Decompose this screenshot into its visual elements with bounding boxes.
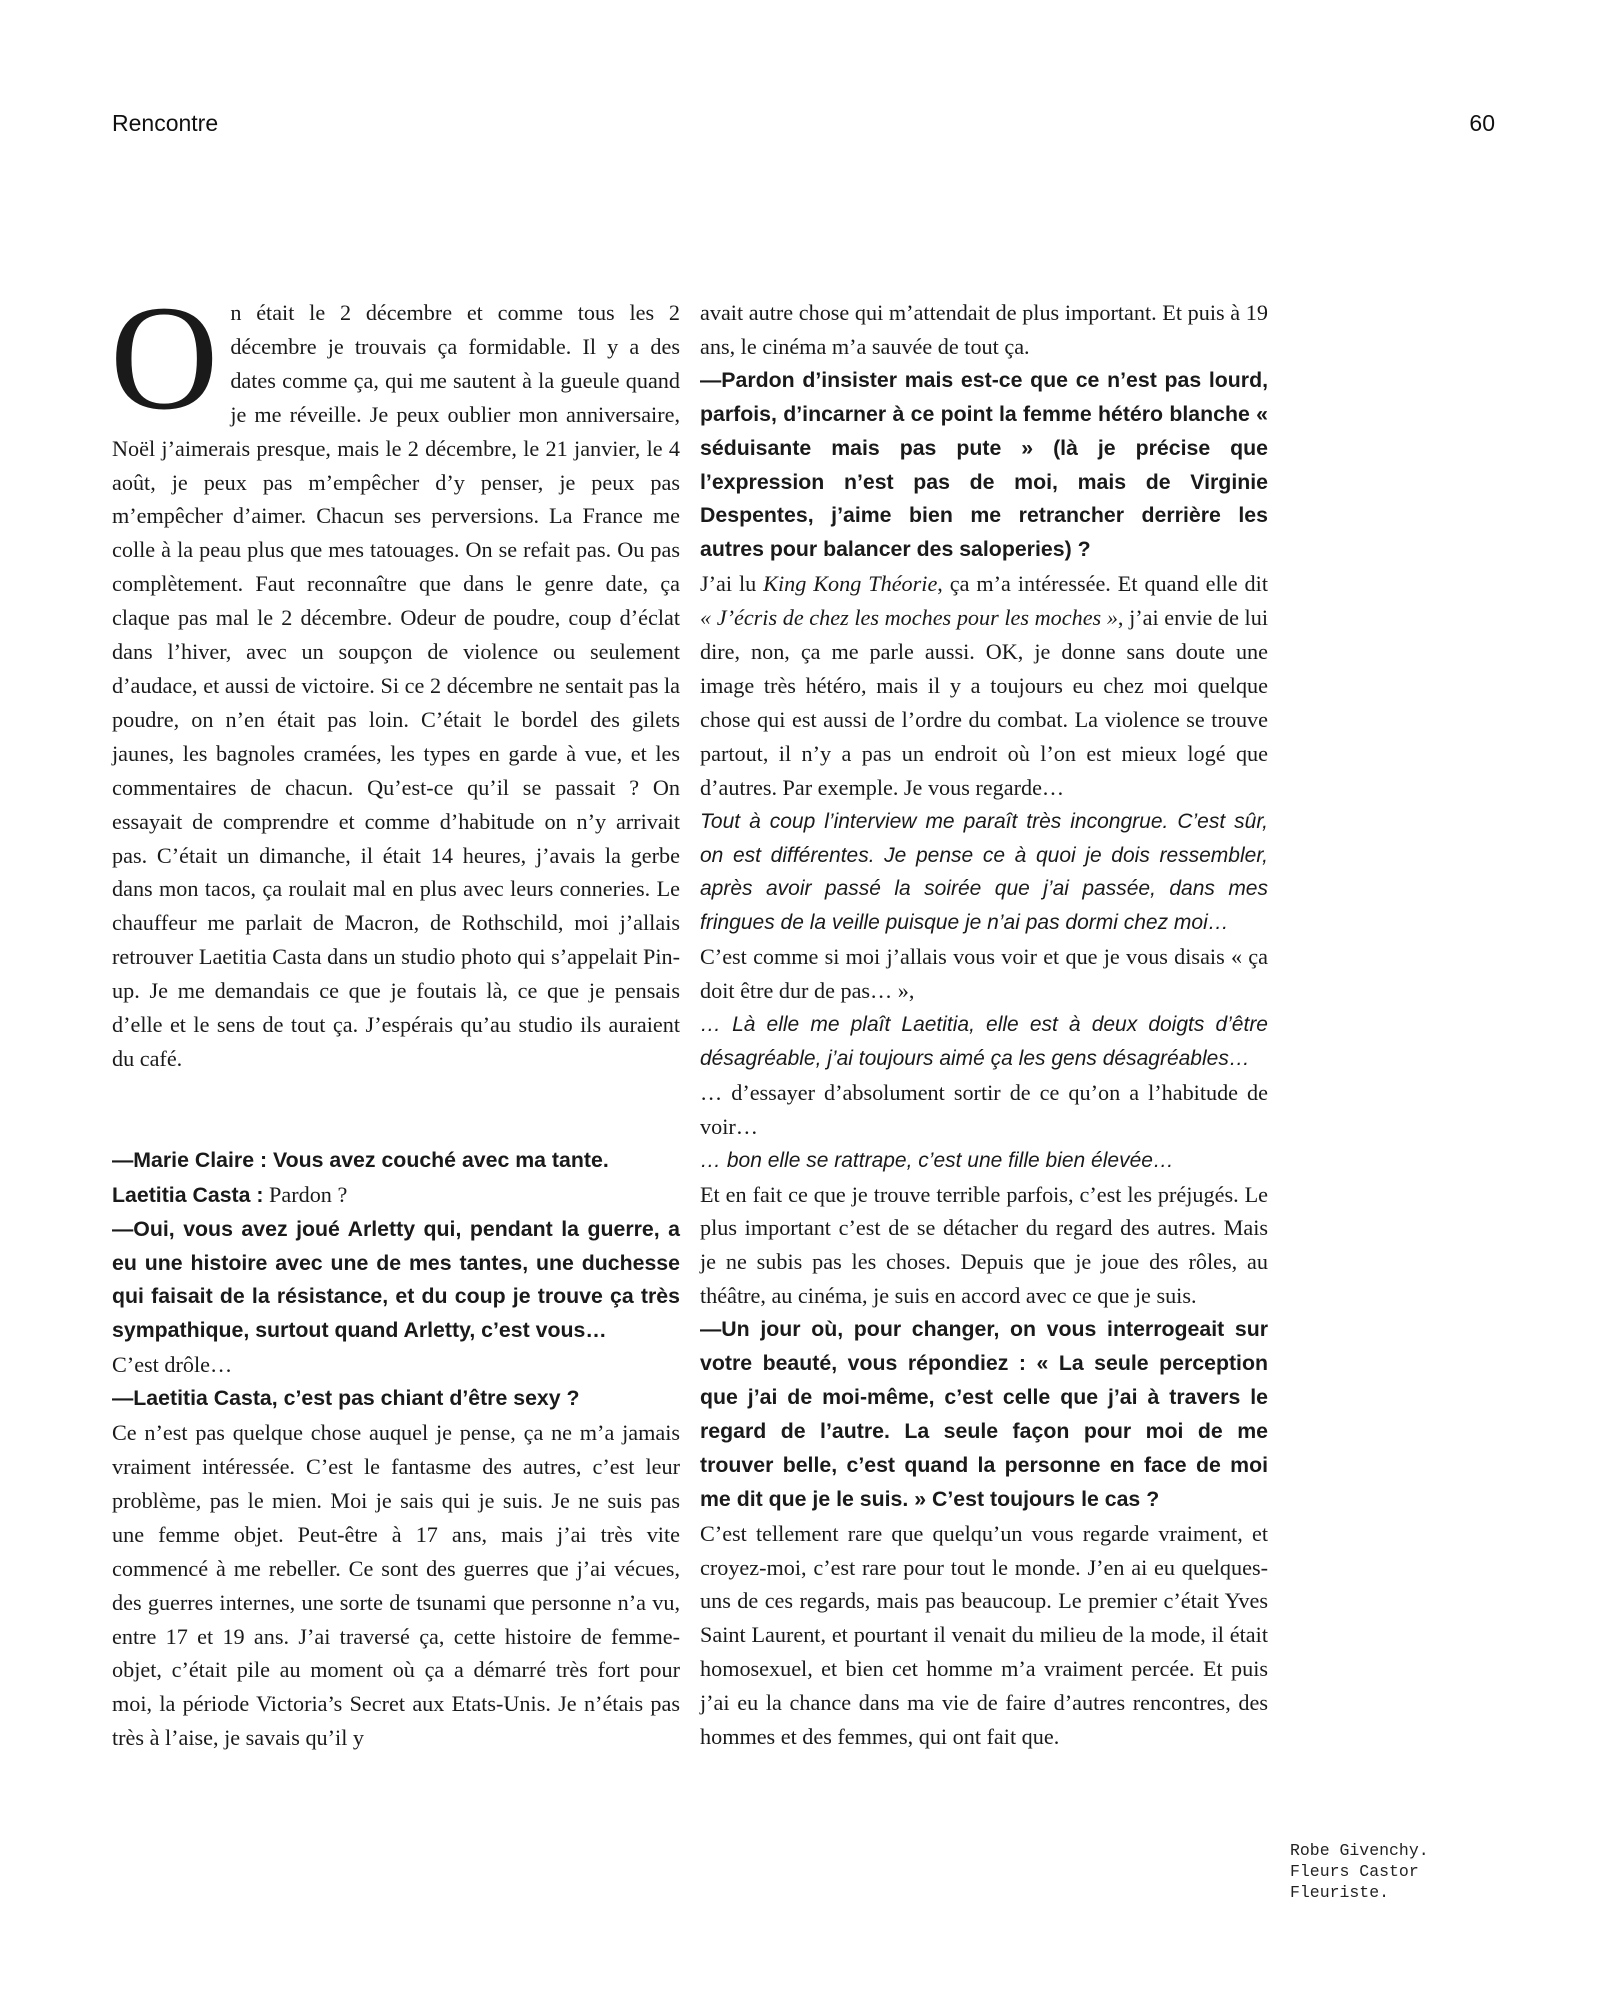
section-title: Rencontre [112,110,219,136]
photo-credits [1290,1840,1429,1903]
answer-4 [700,567,1268,804]
answer-3: Ce n’est pas quelque chose auquel je pense, ça ne m’a jamais vraiment intéressée. C’est le fantasme des autres, c’est leur problème, pas le mien. Moi je sais qui je suis. Je ne suis pas une femme objet. Peut-être à 17 ans, mais j’ai très vite commencé à me rebeller. Ce sont des guerres que j’ai vécues, des guerres internes, une sorte de tsunami que personne n’a vu, entre 17 et 19 ans. J’ai traversé ça, cette histoire de femme-objet, c’était pile au moment où ça a démarré très fort pour moi, la période Victoria’s Secret aux Etats-Unis. Je n’étais pas très à l’aise, je savais qu’il y [112,1420,680,1751]
aside-3: … bon elle se rattrape, c’est une fille bien élevée… [700,1148,1174,1172]
answer-1-text: Pardon ? [263,1181,348,1207]
answer-7: Et en fait ce que je trouve terrible parfois, c’est les préjugés. Le plus important c’est de se détacher du regard des autres. Mais je ne subis pas les choses. Depuis que je joue des rôles, au théâtre, au cinéma, je suis en accord avec ce que je suis. [700,1181,1268,1309]
intro-paragraph [110,275,680,1076]
intro-text: n était le 2 décembre et comme tous les 2 décembre je trouvais ça formidable. Il y a des dates comme ça, qui me sautent à la gueule quand je me réveille. Je peux oublier mon anniversaire, Noël j’aimerais presque, mais le 2 décembre, le 21 janvier, le 4 août, je peux pas m’empêcher d’y penser, je peux pas m’empêcher d’aimer. Chacun ses perversions. La France me colle à la peau plus que mes tatouages. On se refait pas. Ou pas complètement. Faut reconnaître que dans le genre date, ça claque pas mal le 2 décembre. Odeur de poudre, coup d’éclat dans l’hiver, avec un soupçon de violence ou seulement d’audace, et aussi de victoire. Si ce 2 décembre ne sentait pas la poudre, on n’en était pas loin. C’était le bordel des gilets jaunes, les bagnoles cramées, les types en garde à vue, et les commentaires de chacun. Qu’est-ce qu’il se passait ? On essayait de comprendre et comme d’habitude on n’y arrivait pas. C’était un dimanche, il était 14 heures, j’avais la gerbe dans mon tacos, ça roulait mal en plus avec leurs conneries. Le chauffeur me parlait de Macron, de Rothschild, moi j’allais retrouver Laetitia Casta dans un studio photo qui s’appelait Pin-up. Je me demandais ce que je foutais là, ce que je pensais d’elle et le sens de tout ça. J’espérais qu’au studio ils auraient du café. [112,300,680,1071]
answer-4-text-c: , j’ai envie de lui dire, non, ça me parle aussi. OK, je donne sans doute une image très hétéro, mais il y a toujours eu chez moi quelque chose qui est aussi de l’ordre du combat. La violence se trouve partout, il n’y a pas un endroit où l’on est mieux logé que d’autres. Par exemple. Je vous regarde… [700,605,1268,800]
answer-1-speaker: Laetitia Casta : [112,1182,264,1207]
aside-2: … Là elle me plaît Laetitia, elle est à deux doigts d’être désagréable, j’ai toujours aimé ça les gens désagréables… [700,1013,1268,1070]
section-spacer [112,1076,680,1144]
answer-3-continued: avait autre chose qui m’attendait de plus important. Et puis à 19 ans, le cinéma m’a sauvée de tout ça. [700,300,1268,359]
column-right [700,296,1268,1754]
question-2: —Oui, vous avez joué Arletty qui, pendant la guerre, a eu une histoire avec une de mes tantes, une duchesse qui faisait de la résistance, et du coup je trouve ça très sympathique, surtout quand Arletty, c’est vous… [112,1216,680,1343]
page-number: 60 [1469,110,1495,136]
book-title: King Kong Théorie [763,571,938,597]
drop-cap: O [110,275,219,441]
credit-line-2: Fleurs Castor [1290,1862,1419,1881]
answer-2: C’est drôle… [112,1352,233,1378]
question-4: —Pardon d’insister mais est-ce que ce n’est pas lourd, parfois, d’incarner à ce point la femme hétéro blanche « séduisante mais pas pute » (là je précise que l’expression n’est pas de moi, mais de Virginie Despentes, j’aime bien me retrancher derrière les autres pour balancer des saloperies) ? [700,367,1268,562]
answer-4-text-b: , ça m’a intéressée. Et quand elle dit [937,571,1268,597]
credit-line-3: Fleuriste. [1290,1883,1390,1902]
question-3: —Laetitia Casta, c’est pas chiant d’être sexy ? [112,1386,580,1411]
answer-4-text-a: J’ai lu [700,571,764,597]
answer-8: C’est tellement rare que quelqu’un vous regarde vraiment, et croyez-moi, c’est rare pour tout le monde. J’en ai eu quelques-uns de ces regards, mais pas beaucoup. Le premier c’était Yves Saint Laurent, et pourtant il venait du milieu de la mode, il était homosexuel, et bien cet homme m’a vraiment percée. Et puis j’ai eu la chance dans ma vie de faire d’autres rencontres, des hommes et des femmes, qui ont fait que. [700,1520,1268,1750]
credit-line-1: Robe Givenchy. [1290,1841,1429,1860]
answer-1 [112,1178,680,1213]
question-5: —Un jour où, pour changer, on vous interrogeait sur votre beauté, vous répondiez : « La seule perception que j’ai de moi-même, c’est celle que j’ai à travers le regard de l’autre. La seule façon pour moi de me trouver belle, c’est quand la personne en face de moi me dit que je le suis. » C’est toujours le cas ? [700,1317,1268,1511]
question-1: —Marie Claire : Vous avez couché avec ma tante. [112,1147,609,1172]
aside-1: Tout à coup l’interview me paraît très incongrue. C’est sûr, on est différentes. Je pense ce à quoi je dois ressembler, après avoir passé la soirée que j’ai passée, dans mes fringues de la veille puisque je n’ai pas dormi chez moi… [700,809,1268,935]
answer-5: C’est comme si moi j’allais vous voir et que je vous disais « ça doit être dur de pas… », [700,944,1268,1004]
quotation: « J’écris de chez les moches pour les moches » [700,605,1118,631]
column-left [110,275,680,1755]
answer-6: … d’essayer d’absolument sortir de ce qu’on a l’habitude de voir… [700,1079,1268,1139]
